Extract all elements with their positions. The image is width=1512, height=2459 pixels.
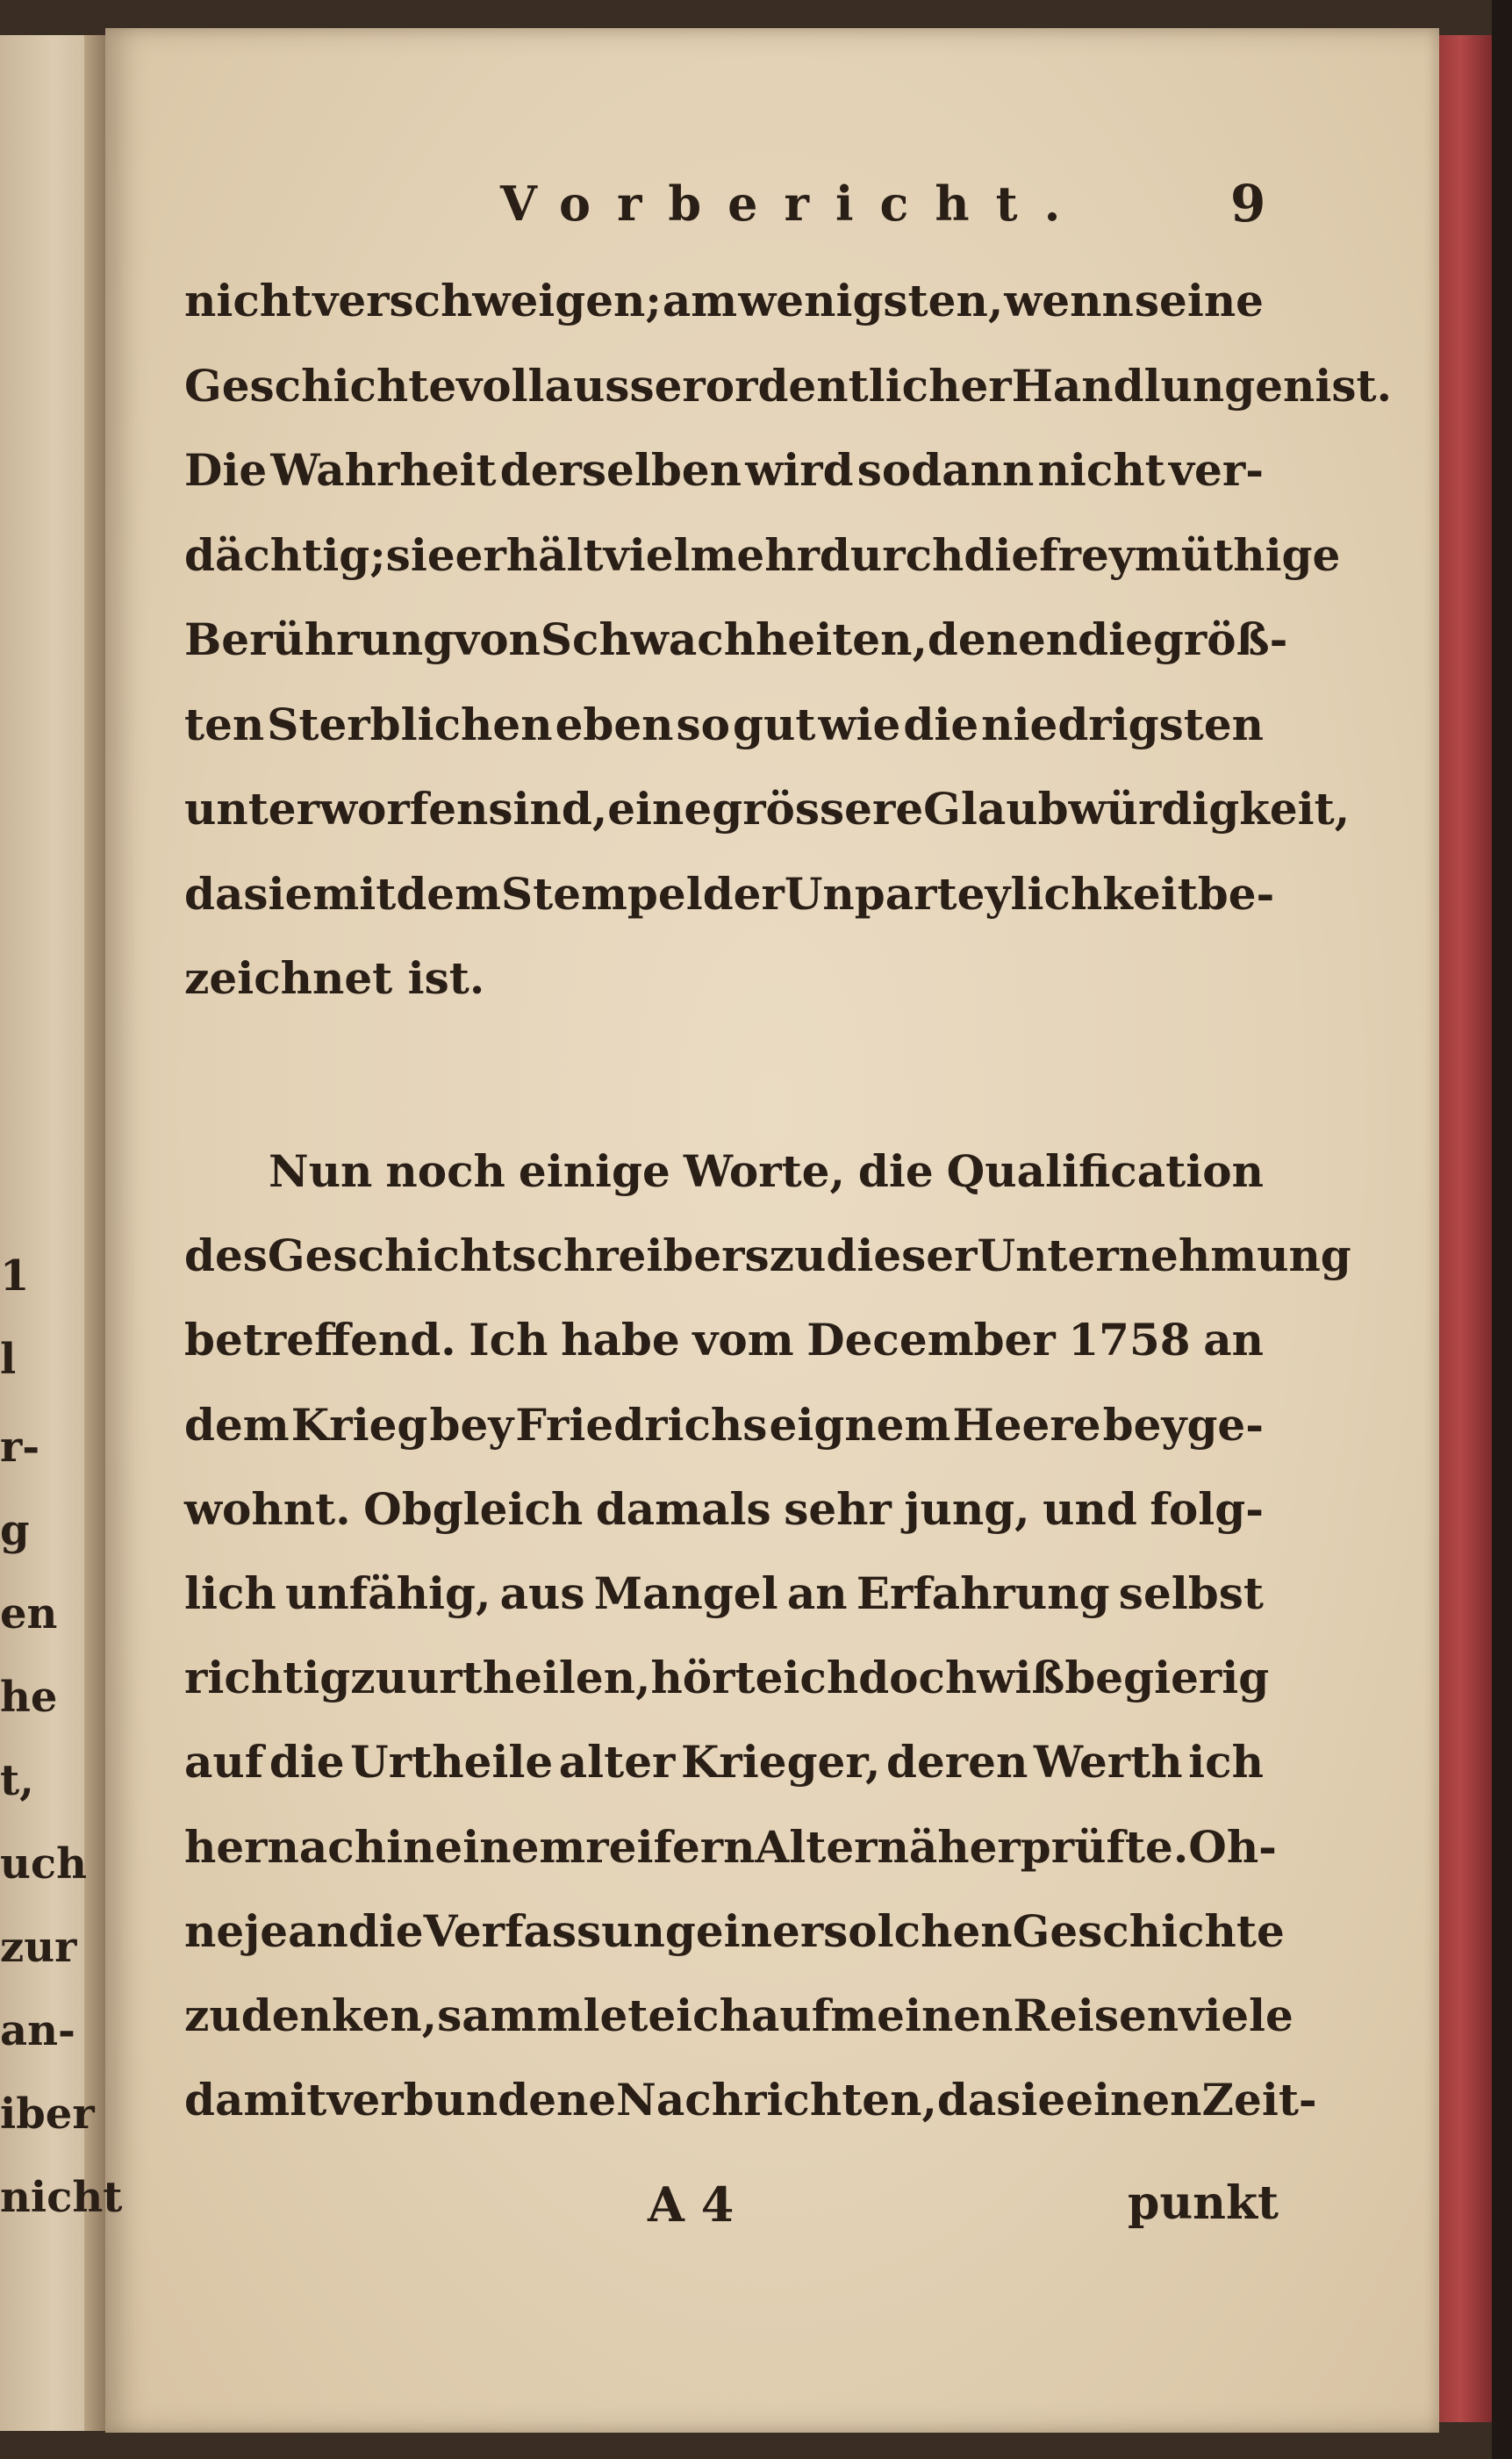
text-line: da sie mit dem Stempel der Unparteylichkeit be- xyxy=(184,867,1275,920)
facing-page-fragment: 1 xyxy=(0,1251,30,1301)
text-line: hernach in einem reifern Alter näher prüfte. Oh- xyxy=(184,1820,1277,1873)
text-line: lich unfähig, aus Mangel an Erfahrung selbst xyxy=(184,1567,1264,1619)
text-line: dem Krieg bey Friedrichs eignem Heere beyge- xyxy=(184,1398,1264,1451)
text-line: des Geschichtschreibers zu dieser Unternehmung xyxy=(184,1230,1351,1282)
text-line: damit verbundene Nachrichten, da sie einen Zeit- xyxy=(184,2074,1317,2126)
text-line: Nun noch einige Worte, die Qualification xyxy=(269,1145,1264,1197)
running-title: Vorbericht. xyxy=(500,176,1087,232)
text-line: Berührung von Schwachheiten, denen die größ- xyxy=(184,613,1288,665)
text-line: Die Wahrheit derselben wird sodann nicht ver- xyxy=(184,444,1264,496)
text-line: zeichnet ist. xyxy=(184,952,485,1004)
text-line: zu denken, sammlete ich auf meinen Reisen viele xyxy=(184,1989,1293,2041)
page-number: 9 xyxy=(1230,174,1266,233)
text-line: unterworfen sind, eine grössere Glaubwürdigkeit, xyxy=(184,783,1351,835)
facing-page-fragment: an- xyxy=(0,2006,75,2055)
facing-page-fragment: r- xyxy=(0,1423,40,1472)
facing-page-fragment: en xyxy=(0,1589,58,1638)
book-edge-red xyxy=(1439,35,1492,2422)
facing-page-fragment: l xyxy=(0,1335,17,1384)
text-line: auf die Urtheile alter Krieger, deren Werth ich xyxy=(184,1736,1264,1789)
facing-page-fragment: he xyxy=(0,1673,58,1722)
facing-page-fragment: zur xyxy=(0,1923,77,1972)
catchword: punkt xyxy=(1128,2176,1279,2230)
facing-page-fragment: g xyxy=(0,1506,30,1555)
text-line: dächtig; sie erhält vielmehr durch die freymüthige xyxy=(184,528,1341,581)
scan-border xyxy=(1492,0,1512,2459)
text-line: ten Sterblichen eben so gut wie die niedrigsten xyxy=(184,698,1264,750)
facing-page-fragment: t, xyxy=(0,1756,34,1805)
facing-page-fragment: nicht xyxy=(0,2173,123,2222)
text-line: richtig zu urtheilen, hörte ich doch wißbegierig xyxy=(184,1652,1270,1704)
text-line: betreffend. Ich habe vom December 1758 an xyxy=(184,1314,1264,1366)
facing-page-fragment: uch xyxy=(0,1839,88,1889)
text-line: ne je an die Verfassung einer solchen Geschichte xyxy=(184,1904,1285,1957)
text-line: nicht verschweigen; am wenigsten, wenn seine xyxy=(184,275,1264,326)
text-line: Geschichte voll ausserordentlicher Handlungen ist. xyxy=(184,359,1393,412)
signature-mark: A 4 xyxy=(648,2176,735,2233)
facing-page-fragment: iber xyxy=(0,2090,95,2139)
facing-page-edge xyxy=(0,35,97,2431)
text-line: wohnt. Obgleich damals sehr jung, und folg- xyxy=(184,1482,1264,1535)
